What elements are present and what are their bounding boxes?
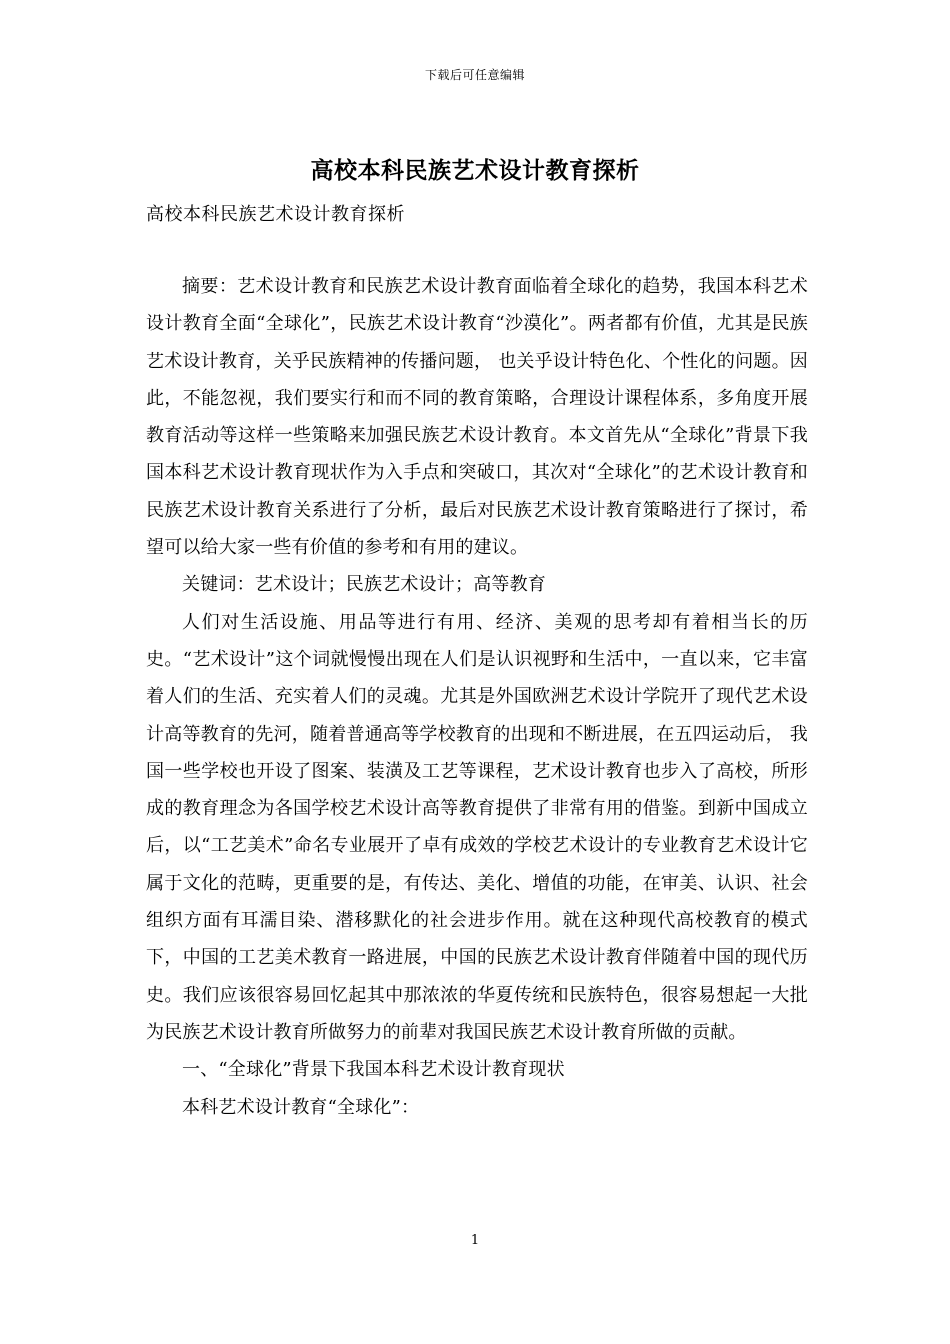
keywords-paragraph: 关键词：艺术设计；民族艺术设计；高等教育 xyxy=(182,574,546,596)
document-title: 高校本科民族艺术设计教育探析 xyxy=(310,157,640,184)
document-body xyxy=(146,268,808,1126)
subsection-heading: 本科艺术设计教育“全球化”： xyxy=(182,1096,420,1118)
header-note: 下载后可任意编辑 xyxy=(424,68,525,82)
page-number: 1 xyxy=(470,1233,480,1248)
section-heading: 一、“全球化”背景下我国本科艺术设计教育现状 xyxy=(182,1059,565,1081)
abstract-paragraph: 摘要：艺术设计教育和民族艺术设计教育面临着全球化的趋势，我国本科艺术设计教育全面“全球化”，民族艺术设计教育“沙漠化”。两者都有价值，尤其是民族艺术设计教育，关乎民族精神的传播问题， 也关乎设计特色化、个性化的问题。因此，不能忽视，我们要实行和而不同的教育策略，合理设计课程体系，多角度开展教育活动等这样一些策略来加强民族艺术设计教育。本文首先从“全球化”背景下我国本科艺术设计教育现状作为入手点和突破口，其次对“全球化”的艺术设计教育和民族艺术设计教育关系进行了分析，最后对民族艺术设计教育策略进行了探讨，希望可以给大家一些有价值的参考和有用的建议。 xyxy=(146,276,808,559)
body-paragraph: 人们对生活设施、用品等进行有用、经济、美观的思考却有着相当长的历史。“艺术设计”这个词就慢慢出现在人们是认识视野和生活中，一直以来，它丰富着人们的生活、充实着人们的灵魂。尤其是外国欧洲艺术设计学院开了现代艺术设计高等教育的先河，随着普通高等学校教育的出现和不断进展，在五四运动后， 我国一些学校也开设了图案、装潢及工艺等课程，艺术设计教育也步入了高校，所形成的教育理念为各国学校艺术设计高等教育提供了非常有用的借鉴。到新中国成立后，以“工艺美术”命名专业展开了卓有成效的学校艺术设计的专业教育艺术设计它属于文化的范畴，更重要的是，有传达、美化、增值的功能，在审美、认识、社会组织方面有耳濡目染、潜移默化的社会进步作用。就在这种现代高校教育的模式下，中国的工艺美术教育一路进展，中国的民族艺术设计教育伴随着中国的现代历史。我们应该很容易回忆起其中那浓浓的华夏传统和民族特色，很容易想起一大批为民族艺术设计教育所做努力的前辈对我国民族艺术设计教育所做的贡献。 xyxy=(146,611,808,1043)
document-subtitle: 高校本科民族艺术设计教育探析 xyxy=(146,204,405,225)
